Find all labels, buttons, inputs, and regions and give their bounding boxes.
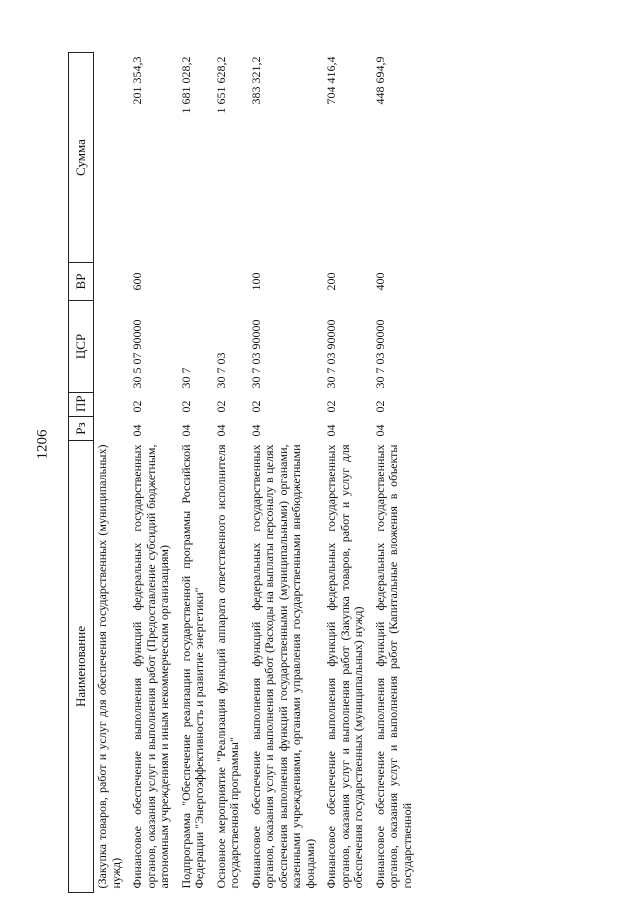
table-header-row — [69, 53, 94, 893]
table-row — [178, 53, 213, 893]
row-sum: 704 416,4 — [324, 56, 338, 105]
row-vr — [213, 263, 248, 301]
header-csr: ЦСР — [69, 301, 94, 393]
row-sum: 1 681 028,2 — [178, 56, 193, 114]
header-rz: Рз — [69, 417, 94, 441]
header-pr: ПР — [69, 393, 94, 417]
row-pr: 02 — [372, 400, 387, 413]
row-vr: 200 — [324, 272, 338, 291]
table-row — [94, 53, 130, 893]
row-pr: 02 — [248, 400, 263, 413]
row-pr: 02 — [178, 400, 193, 413]
row-rz: 04 — [178, 424, 193, 437]
row-vr — [178, 263, 213, 301]
table-row — [129, 53, 178, 893]
header-sum: Сумма — [69, 53, 94, 263]
row-rz — [94, 417, 130, 441]
row-name: Финансовое обеспечение выполнения функций федеральных государственных органов, оказания услуг и выполнения работ (Закупка товаров, работ и услуг для обеспечения государственных (муниципальных) нужд) — [324, 444, 365, 889]
row-pr: 02 — [130, 400, 144, 413]
row-rz: 04 — [248, 424, 263, 437]
row-rz: 04 — [372, 424, 387, 437]
row-pr — [94, 393, 130, 417]
row-csr: 30 7 03 — [213, 352, 228, 389]
header-name: Наименование — [69, 441, 94, 893]
row-sum: 448 694,9 — [372, 56, 387, 105]
row-csr: 30 7 — [178, 367, 193, 389]
row-rz: 04 — [213, 424, 228, 437]
row-name: Финансовое обеспечение выполнения функций федеральных государственных органов, оказания услуг и выполнения работ (Предоставление субсидий бюджетным, автономным учреждениям и иным некоммерческим организациям) — [130, 444, 171, 889]
table-row — [248, 53, 324, 893]
row-rz: 04 — [324, 424, 338, 437]
row-name: Основное мероприятие "Реализация функций аппарата ответственного исполнителя государственной программы" — [213, 444, 241, 889]
row-csr — [94, 301, 130, 393]
row-csr: 30 5 07 90000 — [130, 319, 144, 389]
row-sum: 383 321,2 — [248, 56, 263, 105]
row-name: (Закупка товаров, работ и услуг для обеспечения государственных (муниципальных) нужд) — [95, 444, 123, 889]
row-rz: 04 — [130, 424, 144, 437]
row-name: Финансовое обеспечение выполнения функций федеральных государственных органов, оказания услуг и выполнения работ (Расходы на выплаты персоналу в целях обеспечения выполнения функций государственными (муниципальными) органами, казенными учреждениями, органами управления государственными внебюджетными фондами) — [248, 444, 317, 889]
rotated-page — [68, 53, 612, 893]
row-vr — [94, 263, 130, 301]
row-csr: 30 7 03 90000 — [324, 319, 338, 389]
row-csr: 30 7 03 90000 — [372, 319, 387, 389]
row-name: Финансовое обеспечение выполнения функций федеральных государственных органов, оказания услуг и выполнения работ (Капитальные вложения в объекты государственной — [372, 444, 414, 889]
table-row — [372, 53, 421, 893]
row-vr: 600 — [130, 272, 144, 291]
row-sum — [94, 53, 130, 263]
row-pr: 02 — [324, 400, 338, 413]
row-name: Подпрограмма "Обеспечение реализации государственной программы Российской Федерации "Энергоэффективность и развитие энергетики" — [178, 444, 206, 889]
budget-table — [68, 52, 420, 893]
table-row — [323, 53, 372, 893]
row-csr: 30 7 03 90000 — [248, 319, 263, 389]
table-row — [213, 53, 248, 893]
header-vr: ВР — [69, 263, 94, 301]
row-sum: 201 354,3 — [130, 56, 144, 105]
row-vr: 400 — [372, 272, 387, 291]
row-vr: 100 — [248, 272, 263, 291]
row-sum: 1 651 628,2 — [213, 56, 228, 114]
row-pr: 02 — [213, 400, 228, 413]
page-number: 1206 — [34, 429, 51, 460]
